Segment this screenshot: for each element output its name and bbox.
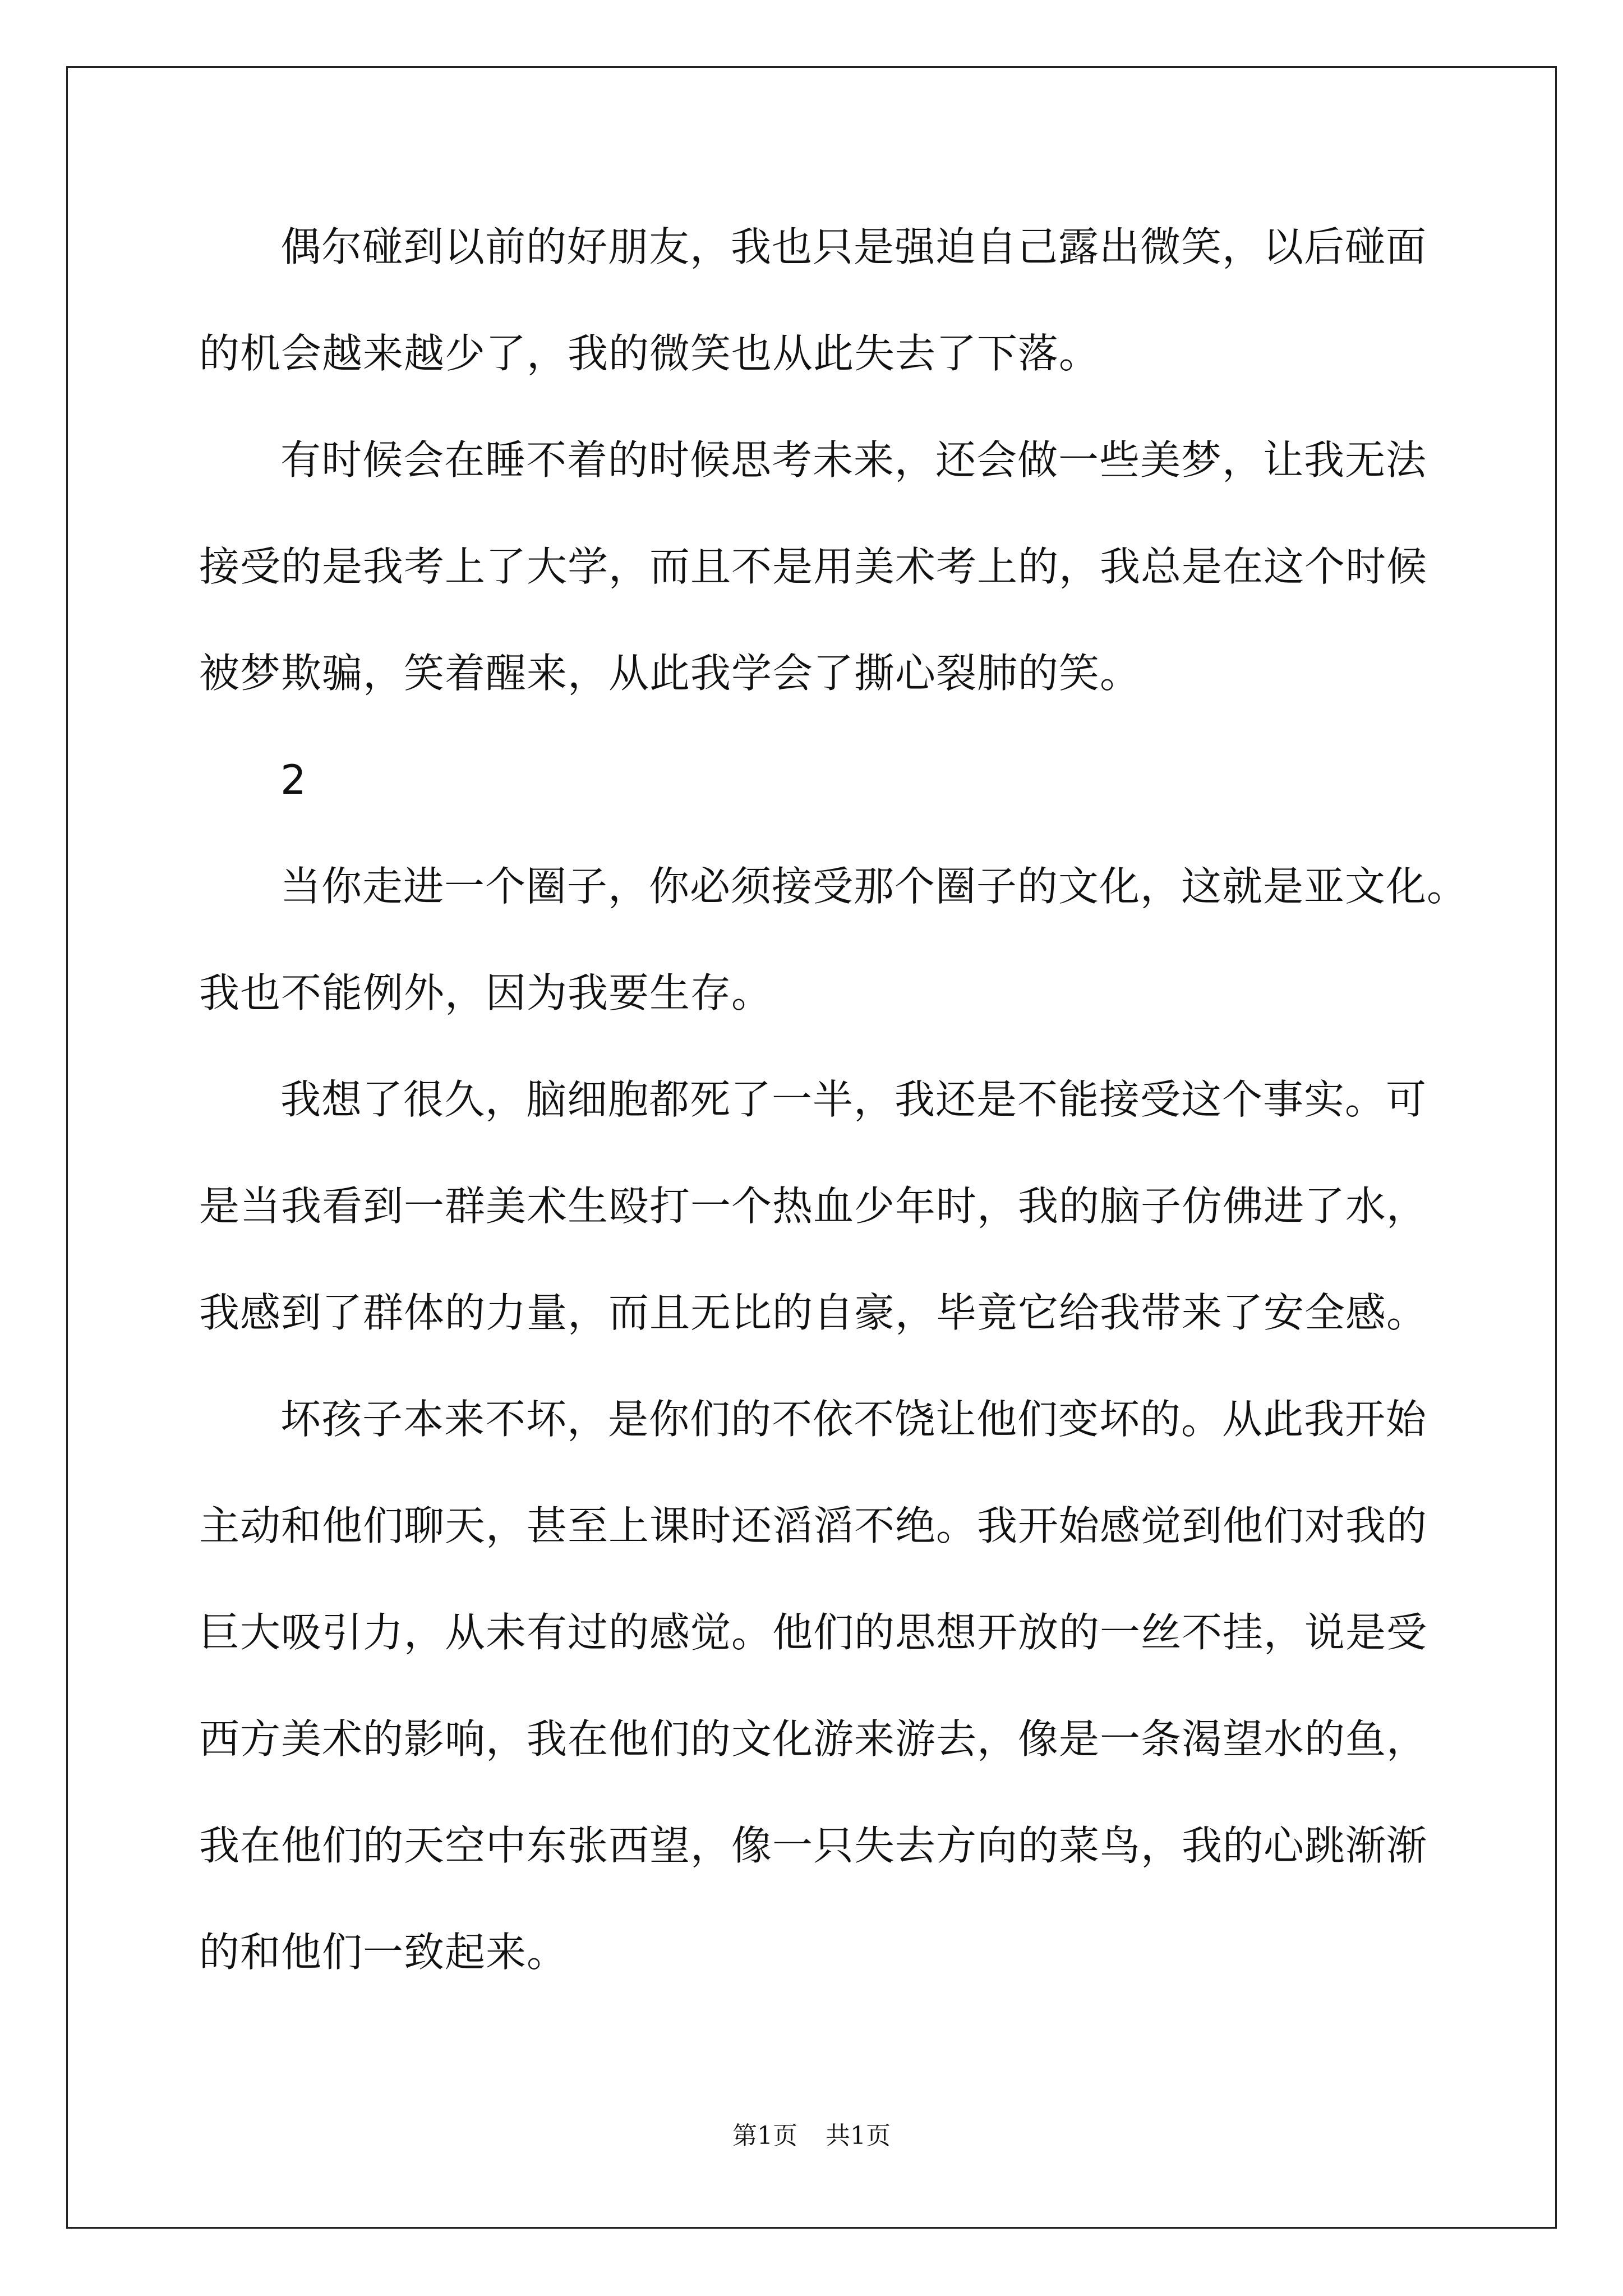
text-line: 巨大吸引力，从未有过的感觉。他们的思想开放的一丝不挂，说是受 [199,1609,1428,1656]
page-total: 共1页 [826,2122,891,2150]
page-border [66,66,1557,2229]
text-line: 接受的是我考上了大学，而且不是用美术考上的，我总是在这个时候 [199,543,1428,590]
section-number: 2 [280,756,307,803]
text-line: 我感到了群体的力量，而且无比的自豪，毕竟它给我带来了安全感。 [199,1289,1428,1336]
text-line: 当你走进一个圈子，你必须接受那个圈子的文化，这就是亚文化。 [280,863,1468,910]
text-line: 西方美术的影响，我在他们的文化游来游去，像是一条渴望水的鱼， [199,1715,1428,1763]
text-line: 主动和他们聊天，甚至上课时还滔滔不绝。我开始感觉到他们对我的 [199,1502,1428,1549]
page-number: 第1页 [732,2122,797,2150]
text-line: 的和他们一致起来。 [199,1929,568,1976]
text-line: 偶尔碰到以前的好朋友，我也只是强迫自己露出微笑，以后碰面 [280,223,1427,270]
text-line: 我在他们的天空中东张西望，像一只失去方向的菜鸟，我的心跳渐渐 [199,1822,1428,1869]
page-footer [0,2120,1623,2152]
text-line: 被梦欺骗，笑着醒来，从此我学会了撕心裂肺的笑。 [199,650,1141,697]
text-line: 有时候会在睡不着的时候思考未来，还会做一些美梦，让我无法 [280,436,1427,484]
text-line: 坏孩子本来不坏，是你们的不依不饶让他们变坏的。从此我开始 [280,1396,1427,1443]
text-line: 我也不能例外，因为我要生存。 [199,969,773,1016]
text-line: 是当我看到一群美术生殴打一个热血少年时，我的脑子仿佛进了水， [199,1182,1428,1230]
text-line: 的机会越来越少了，我的微笑也从此失去了下落。 [199,330,1100,377]
text-line: 我想了很久，脑细胞都死了一半，我还是不能接受这个事实。可 [280,1076,1427,1123]
